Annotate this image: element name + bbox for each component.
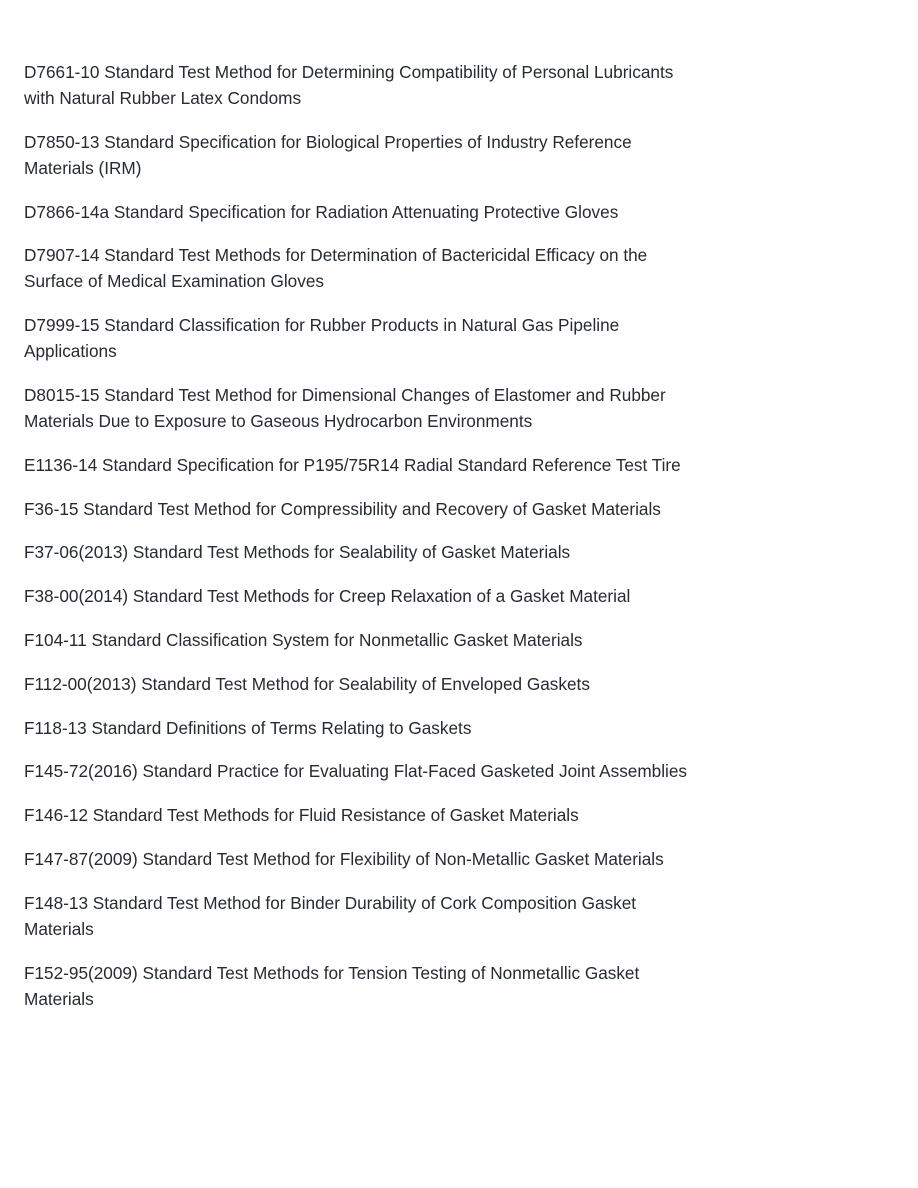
standard-item: F112-00(2013) Standard Test Method for Sealability of Enveloped Gaskets <box>24 673 590 694</box>
standard-item: F38-00(2014) Standard Test Methods for Creep Relaxation of a Gasket Material <box>24 586 631 607</box>
standard-item: D7907-14 Standard Test Methods for Determination of Bactericidal Efficacy on the Surface of Medical Examination Gloves <box>24 245 648 292</box>
document-page <box>24 59 694 1029</box>
standard-item: F147-87(2009) Standard Test Method for Flexibility of Non-Metallic Gasket Materials <box>24 848 664 869</box>
standard-item: F104-11 Standard Classification System for Nonmetallic Gasket Materials <box>24 629 583 650</box>
standard-item: F152-95(2009) Standard Test Methods for Tension Testing of Nonmetallic Gasket Materials <box>24 962 640 1009</box>
standard-item: D7661-10 Standard Test Method for Determining Compatibility of Personal Lubricants with Natural Rubber Latex Condoms <box>24 62 674 108</box>
standards-list <box>24 59 694 1012</box>
standard-item: D7866-14a Standard Specification for Radiation Attenuating Protective Gloves <box>24 201 619 222</box>
standard-item: F146-12 Standard Test Methods for Fluid Resistance of Gasket Materials <box>24 805 579 826</box>
standard-item: D7850-13 Standard Specification for Biological Properties of Industry Reference Materials (IRM) <box>24 131 632 178</box>
standard-item: F37-06(2013) Standard Test Methods for Sealability of Gasket Materials <box>24 542 571 563</box>
standard-item: F36-15 Standard Test Method for Compressibility and Recovery of Gasket Materials <box>24 498 661 519</box>
standard-item: F148-13 Standard Test Method for Binder Durability of Cork Composition Gasket Materials <box>24 892 637 939</box>
standard-item: F118-13 Standard Definitions of Terms Relating to Gaskets <box>24 717 472 738</box>
standard-item: E1136-14 Standard Specification for P195/75R14 Radial Standard Reference Test Tire <box>24 454 681 475</box>
standard-item: D7999-15 Standard Classification for Rubber Products in Natural Gas Pipeline Applications <box>24 315 620 362</box>
standard-item: D8015-15 Standard Test Method for Dimensional Changes of Elastomer and Rubber Materials Due to Exposure to Gaseous Hydrocarbon Environments <box>24 384 666 431</box>
standard-item: F145-72(2016) Standard Practice for Evaluating Flat-Faced Gasketed Joint Assemblies <box>24 761 688 782</box>
